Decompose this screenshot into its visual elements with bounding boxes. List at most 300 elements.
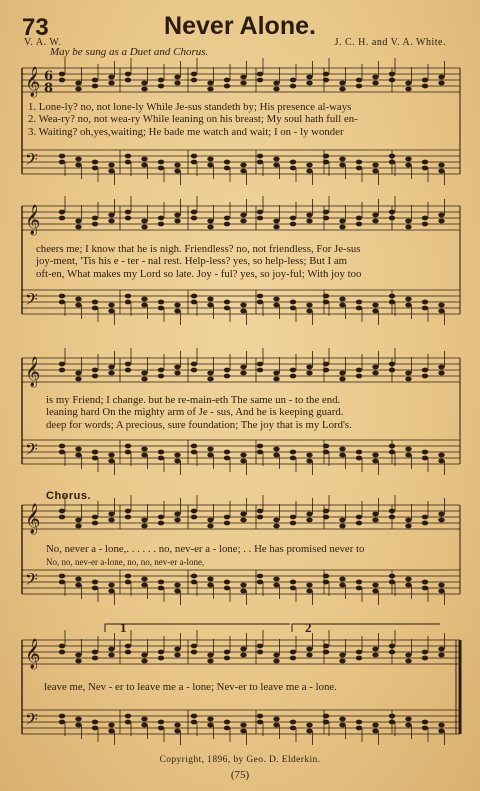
treble-note-head bbox=[207, 659, 213, 664]
treble-note-head bbox=[158, 222, 164, 227]
bass-note-head bbox=[273, 303, 279, 308]
bass-note-head bbox=[240, 303, 246, 308]
bass-note-head bbox=[92, 586, 98, 591]
verse-3-line-1: 3. Waiting? oh,yes,waiting; He bade me watch and wait; I on - ly wonder bbox=[28, 125, 344, 138]
treble-note-head bbox=[290, 216, 296, 221]
bass-note-head bbox=[207, 447, 213, 452]
bass-note-head bbox=[389, 714, 395, 719]
bass-note-head bbox=[174, 163, 180, 168]
treble-note-head bbox=[59, 644, 65, 649]
treble-note-head bbox=[224, 368, 230, 373]
bass-note-head bbox=[356, 586, 362, 591]
bass-note-head bbox=[306, 583, 312, 588]
bass-note-head bbox=[158, 306, 164, 311]
verse-2-line-1: 2. Wea-ry? no, not wea-ry While leaning on his breast; My soul hath full en- bbox=[28, 113, 358, 126]
bass-note-head bbox=[224, 306, 230, 311]
treble-clef-icon: 𝄞 bbox=[25, 639, 41, 669]
treble-note-head bbox=[405, 371, 411, 376]
treble-note-head bbox=[339, 377, 345, 382]
bass-note-head bbox=[75, 303, 81, 308]
treble-note-head bbox=[224, 84, 230, 89]
treble-note-head bbox=[108, 365, 114, 370]
bass-note-head bbox=[389, 444, 395, 449]
treble-note-head bbox=[405, 81, 411, 86]
treble-note-head bbox=[174, 512, 180, 517]
bass-note-head bbox=[158, 160, 164, 165]
bass-note-head bbox=[59, 444, 65, 449]
bass-note-head bbox=[422, 450, 428, 455]
bass-note-head bbox=[75, 577, 81, 582]
bass-note-head bbox=[240, 459, 246, 464]
bass-note-head bbox=[141, 163, 147, 168]
bass-note-head bbox=[372, 169, 378, 174]
bass-note-head bbox=[389, 154, 395, 159]
treble-note-head bbox=[224, 216, 230, 221]
bass-note-head bbox=[240, 163, 246, 168]
treble-note-head bbox=[158, 521, 164, 526]
system-3-lyrics bbox=[46, 394, 352, 431]
treble-note-head bbox=[141, 219, 147, 224]
treble-note-head bbox=[422, 515, 428, 520]
treble-note-head bbox=[323, 644, 329, 649]
treble-note-head bbox=[141, 377, 147, 382]
bass-note-head bbox=[224, 720, 230, 725]
treble-note-head bbox=[372, 213, 378, 218]
bass-note-head bbox=[108, 459, 114, 464]
treble-note-head bbox=[59, 78, 65, 83]
bass-note-head bbox=[174, 589, 180, 594]
treble-note-head bbox=[174, 219, 180, 224]
bass-note-head bbox=[191, 720, 197, 725]
treble-note-head bbox=[438, 213, 444, 218]
bass-note-head bbox=[290, 300, 296, 305]
treble-note-head bbox=[389, 210, 395, 215]
treble-note-head bbox=[339, 524, 345, 529]
bass-note-head bbox=[323, 574, 329, 579]
bass-note-head bbox=[224, 586, 230, 591]
treble-note-head bbox=[207, 518, 213, 523]
treble-note-head bbox=[191, 78, 197, 83]
treble-note-head bbox=[405, 653, 411, 658]
performance-direction: May be sung as a Duet and Chorus. bbox=[50, 46, 209, 58]
treble-note-head bbox=[75, 371, 81, 376]
treble-note-head bbox=[59, 210, 65, 215]
treble-note-head bbox=[273, 659, 279, 664]
treble-note-head bbox=[438, 81, 444, 86]
treble-note-head bbox=[273, 225, 279, 230]
bass-note-head bbox=[372, 459, 378, 464]
treble-note-head bbox=[306, 213, 312, 218]
treble-note-head bbox=[389, 216, 395, 221]
bass-note-head bbox=[125, 294, 131, 299]
treble-note-head bbox=[273, 87, 279, 92]
treble-note-head bbox=[207, 653, 213, 658]
bass-note-head bbox=[323, 154, 329, 159]
bass-note-head bbox=[141, 297, 147, 302]
treble-note-head bbox=[372, 219, 378, 224]
treble-note-head bbox=[339, 87, 345, 92]
bass-note-head bbox=[257, 580, 263, 585]
treble-note-head bbox=[224, 656, 230, 661]
bass-note-head bbox=[438, 729, 444, 734]
bass-note-head bbox=[191, 574, 197, 579]
bass-note-head bbox=[174, 303, 180, 308]
treble-note-head bbox=[356, 374, 362, 379]
treble-note-head bbox=[92, 515, 98, 520]
bass-note-head bbox=[257, 154, 263, 159]
bass-note-head bbox=[372, 729, 378, 734]
bass-note-head bbox=[75, 157, 81, 162]
hymn-number: 73 bbox=[22, 14, 49, 41]
treble-note-head bbox=[240, 371, 246, 376]
treble-note-head bbox=[389, 509, 395, 514]
bass-note-head bbox=[356, 160, 362, 165]
bass-note-head bbox=[356, 166, 362, 171]
treble-note-head bbox=[372, 371, 378, 376]
bass-note-head bbox=[273, 717, 279, 722]
treble-note-head bbox=[323, 362, 329, 367]
bass-note-head bbox=[273, 157, 279, 162]
treble-note-head bbox=[339, 653, 345, 658]
treble-clef-icon: 𝄞 bbox=[25, 504, 41, 534]
treble-note-head bbox=[405, 219, 411, 224]
bass-note-head bbox=[59, 450, 65, 455]
treble-note-head bbox=[125, 368, 131, 373]
verse-1-line-3: is my Friend; I change. but he re-main-eth The same un - to the end. bbox=[46, 394, 341, 406]
treble-note-head bbox=[438, 653, 444, 658]
bass-note-head bbox=[405, 303, 411, 308]
bass-note-head bbox=[257, 720, 263, 725]
bass-note-head bbox=[438, 459, 444, 464]
bass-note-head bbox=[257, 450, 263, 455]
bass-note-head bbox=[422, 306, 428, 311]
bass-note-head bbox=[290, 456, 296, 461]
time-signature-top: 6 bbox=[44, 69, 54, 84]
treble-note-head bbox=[224, 521, 230, 526]
treble-note-head bbox=[207, 225, 213, 230]
treble-note-head bbox=[422, 222, 428, 227]
verse-3-line-2: oft-en, What makes my Lord so late. Joy - ful? yes, so joy-ful; With joy too bbox=[36, 267, 362, 280]
treble-note-head bbox=[356, 515, 362, 520]
bass-note-head bbox=[125, 714, 131, 719]
treble-note-head bbox=[389, 515, 395, 520]
bass-note-head bbox=[108, 169, 114, 174]
treble-note-head bbox=[125, 650, 131, 655]
treble-note-head bbox=[422, 521, 428, 526]
bass-note-head bbox=[339, 723, 345, 728]
treble-note-head bbox=[191, 216, 197, 221]
first-ending-marker: 1 bbox=[120, 620, 127, 635]
bass-note-head bbox=[306, 453, 312, 458]
bass-note-head bbox=[92, 450, 98, 455]
bass-note-head bbox=[323, 444, 329, 449]
bass-note-head bbox=[207, 717, 213, 722]
bass-note-head bbox=[422, 580, 428, 585]
bass-note-head bbox=[75, 723, 81, 728]
treble-note-head bbox=[207, 371, 213, 376]
treble-note-head bbox=[356, 84, 362, 89]
treble-note-head bbox=[59, 368, 65, 373]
verse-3-line-3: deep for words; A precious, sure foundation; The joy that is my Lord's. bbox=[46, 418, 352, 431]
bass-note-head bbox=[108, 163, 114, 168]
chorus-lyric-line: No, never a - lone,. . . . . . no, nev-er a - lone; . . He has promised never to bbox=[46, 543, 365, 555]
treble-note-head bbox=[240, 365, 246, 370]
treble-note-head bbox=[405, 225, 411, 230]
bass-note-head bbox=[356, 456, 362, 461]
bass-note-head bbox=[438, 303, 444, 308]
treble-note-head bbox=[240, 219, 246, 224]
treble-note-head bbox=[438, 371, 444, 376]
bass-note-head bbox=[125, 160, 131, 165]
treble-note-head bbox=[59, 515, 65, 520]
treble-note-head bbox=[240, 653, 246, 658]
bass-note-head bbox=[339, 583, 345, 588]
treble-note-head bbox=[273, 524, 279, 529]
bass-note-head bbox=[323, 450, 329, 455]
treble-note-head bbox=[240, 81, 246, 86]
bass-note-head bbox=[224, 166, 230, 171]
bass-note-head bbox=[141, 447, 147, 452]
treble-note-head bbox=[141, 225, 147, 230]
treble-note-head bbox=[75, 377, 81, 382]
bass-note-head bbox=[158, 720, 164, 725]
treble-note-head bbox=[257, 72, 263, 77]
bass-note-head bbox=[92, 726, 98, 731]
bass-note-head bbox=[108, 309, 114, 314]
bass-note-head bbox=[372, 163, 378, 168]
treble-note-head bbox=[438, 518, 444, 523]
treble-note-head bbox=[191, 368, 197, 373]
bass-note-head bbox=[356, 726, 362, 731]
bass-note-head bbox=[207, 303, 213, 308]
treble-note-head bbox=[191, 72, 197, 77]
treble-note-head bbox=[339, 81, 345, 86]
treble-note-head bbox=[339, 225, 345, 230]
treble-note-head bbox=[141, 87, 147, 92]
treble-note-head bbox=[290, 222, 296, 227]
bass-note-head bbox=[108, 589, 114, 594]
ending-lyric-line: leave me, Nev - er to leave me a - lone; Nev-er to leave me a - lone. bbox=[44, 681, 337, 693]
treble-note-head bbox=[306, 653, 312, 658]
treble-note-head bbox=[372, 512, 378, 517]
treble-note-head bbox=[356, 521, 362, 526]
bass-note-head bbox=[372, 453, 378, 458]
treble-note-head bbox=[422, 368, 428, 373]
bass-note-head bbox=[306, 169, 312, 174]
verse-1-line-1: 1. Lone-ly? no, not lone-ly While Je-sus standeth by; His presence al-ways bbox=[28, 101, 352, 113]
lyricist-credit: V. A. W. bbox=[24, 37, 62, 48]
bass-note-head bbox=[273, 297, 279, 302]
bass-note-head bbox=[306, 309, 312, 314]
treble-note-head bbox=[356, 78, 362, 83]
treble-note-head bbox=[207, 377, 213, 382]
bass-note-head bbox=[92, 580, 98, 585]
bass-note-head bbox=[323, 580, 329, 585]
bass-note-head bbox=[75, 447, 81, 452]
bass-note-head bbox=[389, 450, 395, 455]
treble-note-head bbox=[75, 87, 81, 92]
bass-note-head bbox=[438, 163, 444, 168]
treble-note-head bbox=[207, 81, 213, 86]
bass-note-head bbox=[290, 450, 296, 455]
bass-note-head bbox=[323, 714, 329, 719]
treble-note-head bbox=[257, 368, 263, 373]
treble-note-head bbox=[273, 653, 279, 658]
bass-note-head bbox=[290, 306, 296, 311]
bass-note-head bbox=[306, 163, 312, 168]
bass-note-head bbox=[108, 723, 114, 728]
treble-note-head bbox=[389, 368, 395, 373]
system-2-lyrics bbox=[36, 243, 361, 280]
bass-note-head bbox=[240, 589, 246, 594]
treble-note-head bbox=[75, 219, 81, 224]
bass-note-head bbox=[339, 297, 345, 302]
treble-note-head bbox=[372, 81, 378, 86]
bass-note-head bbox=[306, 723, 312, 728]
treble-note-head bbox=[108, 81, 114, 86]
bass-note-head bbox=[174, 453, 180, 458]
bass-note-head bbox=[125, 154, 131, 159]
treble-clef-icon: 𝄞 bbox=[25, 205, 41, 235]
bass-note-head bbox=[207, 157, 213, 162]
bass-note-head bbox=[224, 300, 230, 305]
treble-note-head bbox=[438, 75, 444, 80]
bass-note-head bbox=[141, 453, 147, 458]
bass-note-head bbox=[224, 160, 230, 165]
treble-note-head bbox=[306, 518, 312, 523]
bass-note-head bbox=[405, 453, 411, 458]
bass-note-head bbox=[372, 589, 378, 594]
treble-note-head bbox=[405, 518, 411, 523]
treble-note-head bbox=[389, 650, 395, 655]
bass-note-head bbox=[125, 450, 131, 455]
treble-note-head bbox=[174, 371, 180, 376]
treble-note-head bbox=[92, 216, 98, 221]
treble-note-head bbox=[306, 647, 312, 652]
treble-note-head bbox=[92, 374, 98, 379]
treble-note-head bbox=[125, 644, 131, 649]
bass-note-head bbox=[438, 309, 444, 314]
bass-note-head bbox=[92, 300, 98, 305]
bass-note-head bbox=[422, 720, 428, 725]
treble-note-head bbox=[323, 210, 329, 215]
bass-note-head bbox=[158, 300, 164, 305]
chorus-bass-lyric-line: No, no, nev-er a-lone, no, no, nev-er a-lone, bbox=[46, 557, 205, 567]
treble-note-head bbox=[174, 647, 180, 652]
bass-note-head bbox=[306, 729, 312, 734]
bass-note-head bbox=[174, 169, 180, 174]
treble-note-head bbox=[158, 656, 164, 661]
treble-note-head bbox=[59, 509, 65, 514]
treble-note-head bbox=[290, 78, 296, 83]
treble-note-head bbox=[405, 659, 411, 664]
treble-note-head bbox=[372, 518, 378, 523]
bass-note-head bbox=[75, 453, 81, 458]
treble-note-head bbox=[273, 219, 279, 224]
bass-note-head bbox=[405, 583, 411, 588]
treble-clef-icon: 𝄞 bbox=[25, 357, 41, 387]
treble-note-head bbox=[92, 656, 98, 661]
bass-note-head bbox=[59, 160, 65, 165]
treble-note-head bbox=[339, 371, 345, 376]
bass-note-head bbox=[108, 453, 114, 458]
treble-note-head bbox=[389, 644, 395, 649]
bass-note-head bbox=[207, 723, 213, 728]
treble-note-head bbox=[59, 650, 65, 655]
treble-note-head bbox=[306, 219, 312, 224]
treble-note-head bbox=[108, 512, 114, 517]
treble-note-head bbox=[438, 219, 444, 224]
treble-note-head bbox=[75, 81, 81, 86]
bass-note-head bbox=[389, 294, 395, 299]
bass-note-head bbox=[290, 166, 296, 171]
treble-note-head bbox=[75, 225, 81, 230]
bass-note-head bbox=[290, 160, 296, 165]
bass-note-head bbox=[141, 583, 147, 588]
treble-note-head bbox=[290, 515, 296, 520]
bass-note-head bbox=[92, 306, 98, 311]
treble-note-head bbox=[174, 75, 180, 80]
bass-note-head bbox=[158, 456, 164, 461]
bass-note-head bbox=[290, 580, 296, 585]
bass-note-head bbox=[158, 726, 164, 731]
treble-note-head bbox=[273, 518, 279, 523]
treble-note-head bbox=[108, 75, 114, 80]
treble-note-head bbox=[356, 650, 362, 655]
bass-note-head bbox=[59, 574, 65, 579]
bass-note-head bbox=[273, 447, 279, 452]
treble-note-head bbox=[356, 368, 362, 373]
bass-note-head bbox=[108, 583, 114, 588]
treble-note-head bbox=[158, 515, 164, 520]
bass-note-head bbox=[323, 160, 329, 165]
treble-note-head bbox=[125, 72, 131, 77]
bass-note-head bbox=[356, 720, 362, 725]
bass-note-head bbox=[405, 157, 411, 162]
bass-note-head bbox=[207, 297, 213, 302]
bass-note-head bbox=[356, 306, 362, 311]
bass-note-head bbox=[290, 726, 296, 731]
page-number: (75) bbox=[230, 769, 250, 781]
treble-note-head bbox=[306, 75, 312, 80]
treble-note-head bbox=[290, 368, 296, 373]
bass-note-head bbox=[174, 583, 180, 588]
treble-note-head bbox=[207, 87, 213, 92]
bass-note-head bbox=[92, 456, 98, 461]
bass-note-head bbox=[191, 154, 197, 159]
treble-note-head bbox=[108, 653, 114, 658]
bass-note-head bbox=[207, 583, 213, 588]
bass-note-head bbox=[422, 166, 428, 171]
treble-note-head bbox=[422, 84, 428, 89]
bass-note-head bbox=[339, 447, 345, 452]
treble-note-head bbox=[356, 216, 362, 221]
bass-note-head bbox=[372, 309, 378, 314]
bass-note-head bbox=[389, 720, 395, 725]
treble-note-head bbox=[191, 509, 197, 514]
treble-note-head bbox=[273, 81, 279, 86]
bass-note-head bbox=[422, 456, 428, 461]
treble-note-head bbox=[438, 365, 444, 370]
bass-note-head bbox=[290, 720, 296, 725]
bass-note-head bbox=[422, 300, 428, 305]
treble-note-head bbox=[257, 362, 263, 367]
bass-note-head bbox=[75, 297, 81, 302]
first-ending-bracket bbox=[105, 624, 290, 632]
bass-note-head bbox=[174, 309, 180, 314]
bass-note-head bbox=[224, 450, 230, 455]
treble-note-head bbox=[92, 78, 98, 83]
